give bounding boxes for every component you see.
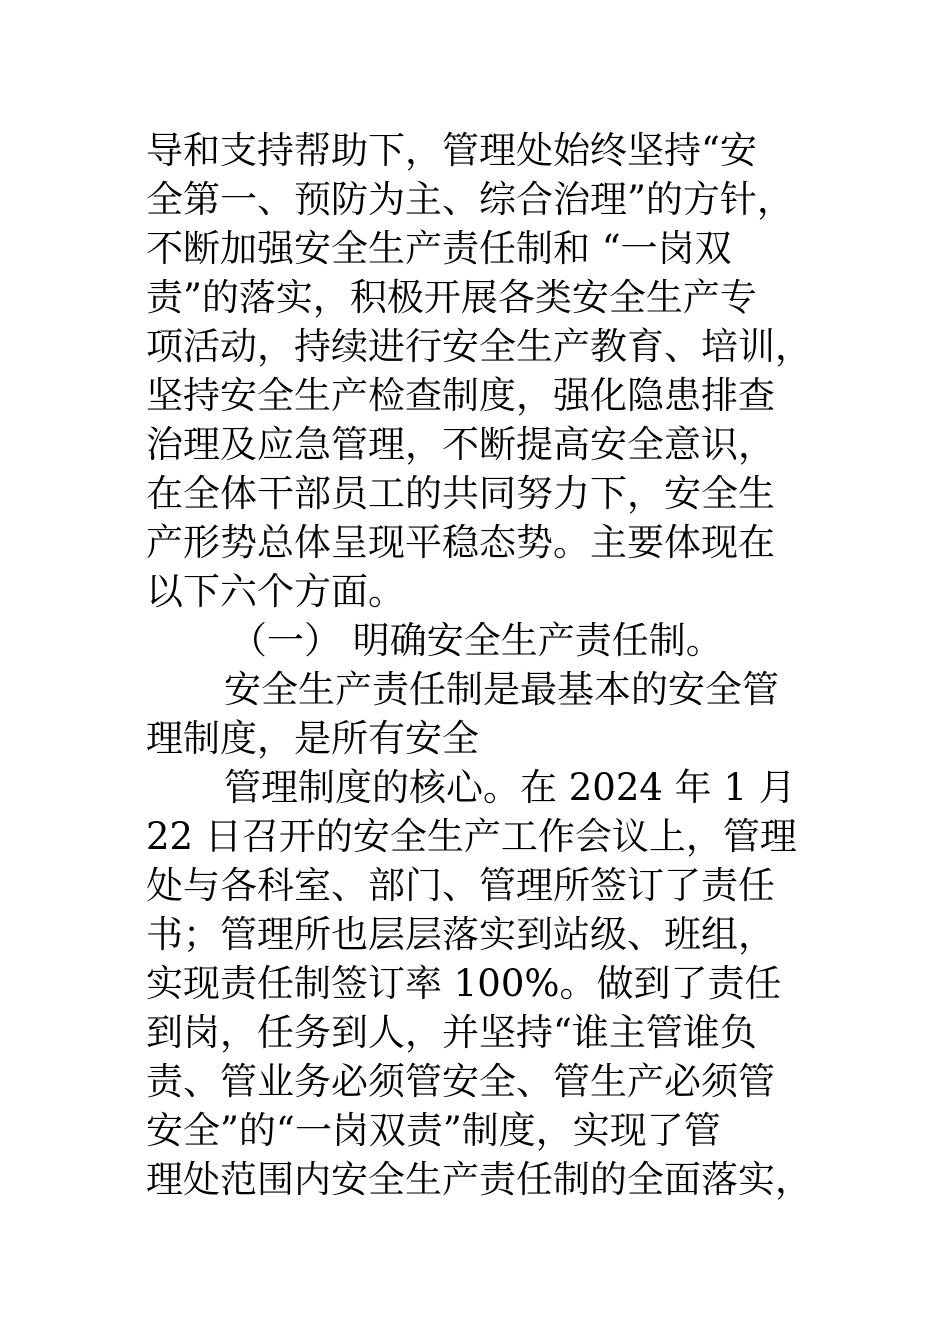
text-line: 治理及应急管理，不断提高安全意识， <box>146 423 775 466</box>
text-line: 全第一、预防为主、综合治理”的方针， <box>146 178 794 221</box>
text-line: 以下六个方面。 <box>146 570 405 613</box>
document-body <box>146 126 836 1204</box>
text-line: 22 日召开的安全生产工作会议上，管理 <box>146 815 797 858</box>
text-line: 产形势总体呈现平稳态势。主要体现在 <box>146 521 775 564</box>
text-line: 到岗，任务到人，并坚持“谁主管谁负 <box>146 1011 757 1054</box>
text-line: 坚持安全生产检查制度，强化隐患排查 <box>146 374 775 417</box>
text-line: 责、管业务必须管安全、管生产必须管 <box>146 1060 775 1103</box>
text-line: 项活动，持续进行安全生产教育、培训， <box>146 325 812 368</box>
text-line: 责”的落实，积极开展各类安全生产专 <box>146 276 757 319</box>
text-line: 安全”的“一岗双责”制度，实现了管 <box>146 1109 721 1152</box>
text-line: 理处范围内安全生产责任制的全面落实， <box>146 1158 812 1201</box>
text-line: 处与各科室、部门、管理所签订了责任 <box>146 864 775 907</box>
text-line: 在全体干部员工的共同努力下，安全生 <box>146 472 775 515</box>
text-line: 导和支持帮助下，管理处始终坚持“安 <box>146 129 757 172</box>
text-line: 理制度，是所有安全 <box>146 717 479 760</box>
text-line: 实现责任制签订率 100%。做到了责任 <box>146 962 782 1005</box>
section-heading: （一） 明确安全生产责任制。 <box>230 619 723 662</box>
paragraph-start-line: 安全生产责任制是最基本的安全管 <box>224 668 779 711</box>
text-line: 不断加强安全生产责任制和 “一岗双 <box>146 227 732 270</box>
paragraph-start-line: 管理制度的核心。在 2024 年 1 月 <box>224 766 796 809</box>
text-line: 书；管理所也层层落实到站级、班组， <box>146 913 775 956</box>
